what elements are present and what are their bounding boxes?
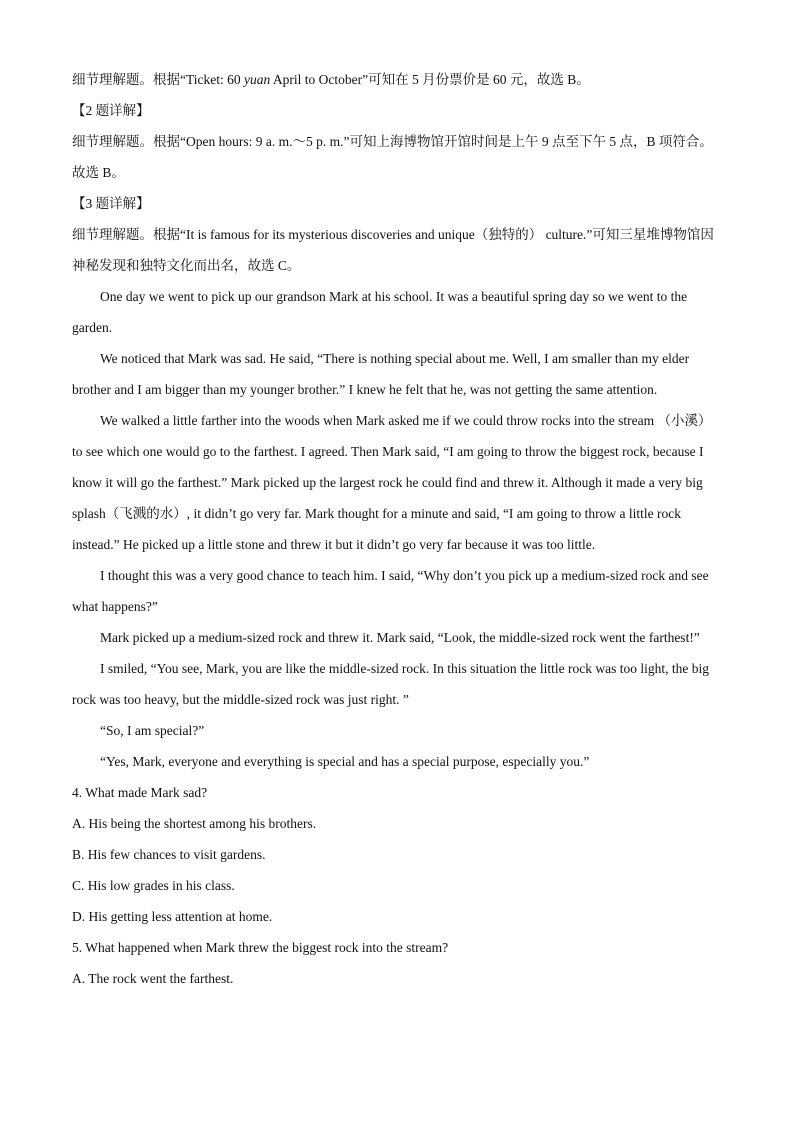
question-4-option-a: A. His being the shortest among his brothers.	[72, 816, 317, 831]
question-4-option-c: C. His low grades in his class.	[72, 878, 235, 893]
document-page	[72, 64, 722, 994]
passage-paragraph: “So, I am special?”	[100, 723, 205, 738]
q2-explanation: 细节理解题。根据“Open hours: 9 a. m.～5 p. m.”可知上海博物馆开馆时间是上午 9 点至下午 5 点，B 项符合。故选 B。	[72, 134, 713, 180]
q3-explanation: 细节理解题。根据“It is famous for its mysterious discoveries and unique（独特的） culture.”可知三星堆博物馆因神秘发现和独特文化而出名，故选 C。	[72, 227, 714, 273]
passage-paragraph: We noticed that Mark was sad. He said, “There is nothing special about me. Well, I am smaller than my elder brother and I am bigger than my younger brother.” I knew he felt that he, was not getting the same attention.	[72, 351, 690, 397]
q3-heading: 【3 题详解】	[72, 196, 150, 211]
q1-explanation-suffix: April to October”可知在 5 月份票价是 60 元，故选 B。	[270, 72, 590, 87]
passage-paragraph: We walked a little farther into the woods when Mark asked me if we could throw rocks into the stream （小溪） to see which one would go to the farthest. I agreed. Then Mark said, “I am going to throw the biggest rock, because I know it will go the farthest.” Mark picked up the largest rock he could find and threw it. Although it made a very big splash（飞溅的水）, it didn’t go very far. Mark thought for a minute and said, “I am going to throw a little rock instead.” He picked up a little stone and threw it but it didn’t go very far because it was too little.	[72, 413, 712, 552]
passage-paragraph: “Yes, Mark, everyone and everything is special and has a special purpose, especially you.”	[100, 754, 590, 769]
q2-heading: 【2 题详解】	[72, 103, 150, 118]
question-5-stem: 5. What happened when Mark threw the biggest rock into the stream?	[72, 940, 449, 955]
q1-explanation	[72, 64, 722, 95]
q1-explanation-italic: yuan	[244, 72, 271, 87]
question-4-option-d: D. His getting less attention at home.	[72, 909, 273, 924]
question-4-option-b: B. His few chances to visit gardens.	[72, 847, 266, 862]
passage-paragraph: I thought this was a very good chance to teach him. I said, “Why don’t you pick up a medium-sized rock and see what happens?”	[72, 568, 709, 614]
question-5-option-a: A. The rock went the farthest.	[72, 971, 234, 986]
q1-explanation-prefix: 细节理解题。根据“Ticket: 60	[72, 72, 244, 87]
passage-paragraph: One day we went to pick up our grandson Mark at his school. It was a beautiful spring day so we went to the garden.	[72, 289, 688, 335]
passage-paragraph: I smiled, “You see, Mark, you are like the middle-sized rock. In this situation the little rock was too light, the big rock was too heavy, but the middle-sized rock was just right. ”	[72, 661, 710, 707]
passage-paragraph: Mark picked up a medium-sized rock and threw it. Mark said, “Look, the middle-sized rock went the farthest!”	[100, 630, 700, 645]
question-4-stem: 4. What made Mark sad?	[72, 785, 208, 800]
